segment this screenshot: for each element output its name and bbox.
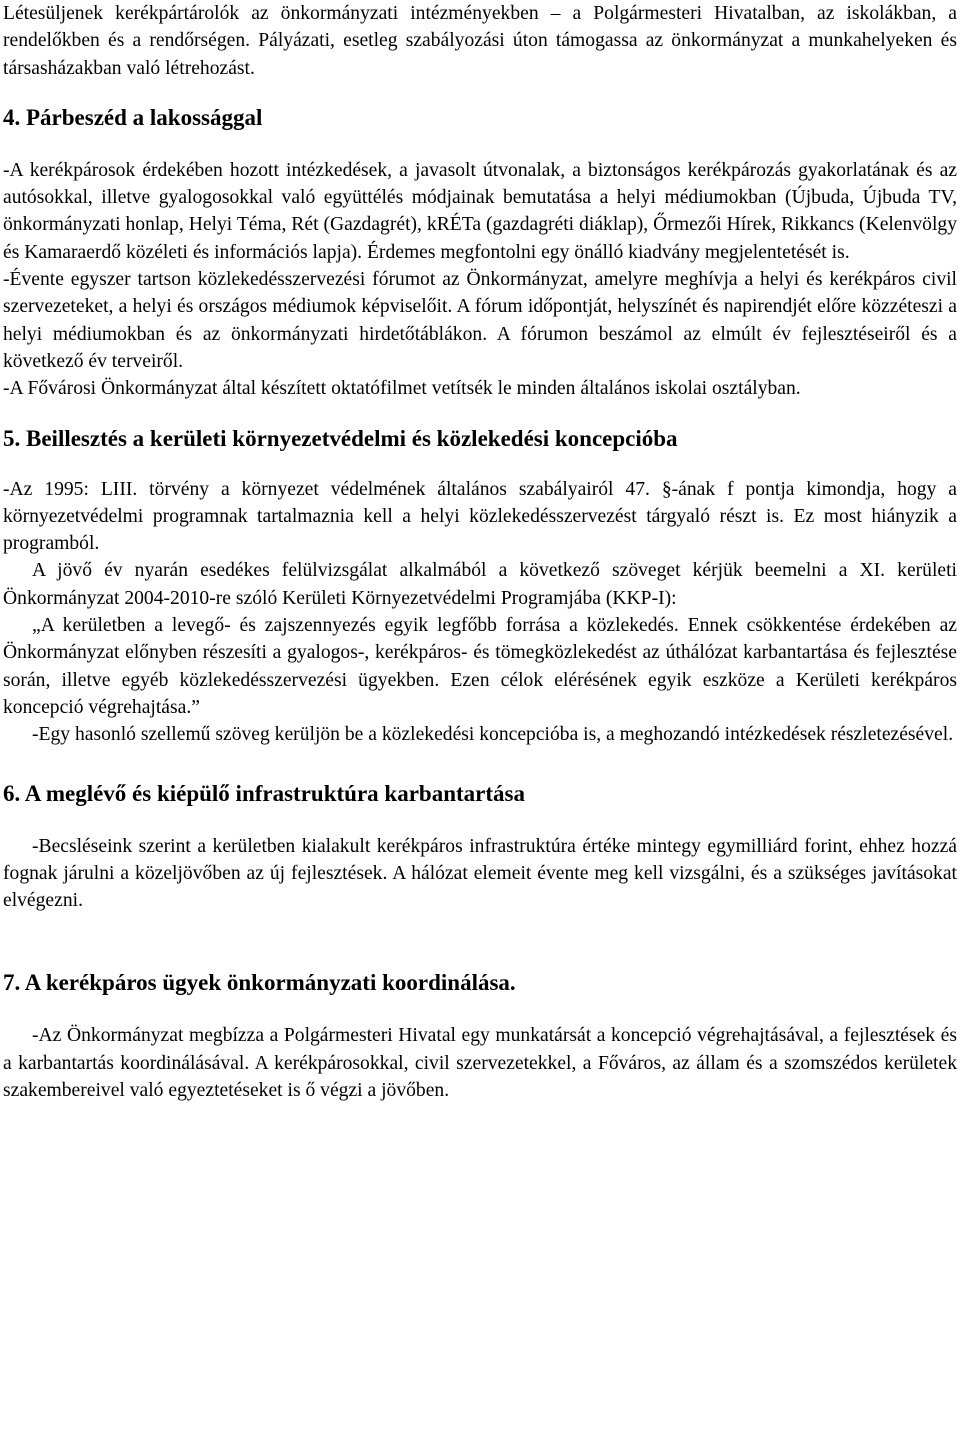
intro-paragraph: Létesüljenek kerékpártárolók az önkormányzati intézményekben – a Polgármesteri Hivatalban, az iskolákban, a rendelőkben és a rendőrségen. Pályázati, esetleg szabályozási úton támogassa az önkormányzat a munkahelyeken és társasházakban való létrehozást.	[3, 3, 957, 79]
section-heading-6: 6. A meglévő és kiépülő infrastruktúra karbantartása	[3, 780, 525, 806]
section-4-paragraph-2: -Évente egyszer tartson közlekedésszervezési fórumot az Önkormányzat, amelyre meghívja a helyi és kerékpáros civil szervezeteket, a helyi és országos médiumok képviselőit. A fórum időpontját, helyszínét és napirendjét előre közzéteszi a helyi médiumokban és az önkormányzati hirdetőtáblákon. A fórumon beszámol az elmúlt év fejlesztéseiről és a következő év terveiről.	[3, 269, 957, 372]
document-page	[3, 0, 957, 1104]
section-5-paragraph-1: -Az 1995: LIII. törvény a környezet védelmének általános szabályairól 47. §-ának f pontja kimondja, hogy a környezetvédelmi programnak tartalmaznia kell a helyi közlekedésszervezést tárgyaló részt is. Ez most hiányzik a programból.	[3, 478, 957, 555]
section-5-quote: „A kerületben a levegő- és zajszennyezés egyik legfőbb forrása a közlekedés. Ennek csökkentése érdekében az Önkormányzat előnyben részesíti a gyalogos-, kerékpáros- és tömegközlekedést az úthálózat karbantartása és fejlesztése során, illetve egyéb közlekedésszervezési ügyekben. Ezen célok elérésének egyik eszköze a Kerületi kerékpáros koncepció végrehajtása.”	[3, 615, 957, 718]
section-4-paragraph-1: -A kerékpárosok érdekében hozott intézkedések, a javasolt útvonalak, a biztonságos kerékpározás gyakorlatának és az autósokkal, illetve gyalogosokkal való együttélés módjainak bemutatása a helyi médiumokban (Újbuda, Újbuda TV, önkormányzati honlap, Helyi Téma, Rét (Gazdagrét), kRÉTa (gazdagréti diáklap), Őrmezői Hírek, Rikkancs (Kelenvölgy és Kamaraerdő közéleti és információs lapja). Érdemes megfontolni egy önálló kiadvány megjelentetését is.	[3, 159, 957, 263]
section-5-paragraph-4: -Egy hasonló szellemű szöveg kerüljön be a közlekedési koncepcióba is, a meghozandó intézkedések részletezésével.	[32, 724, 954, 746]
section-heading-4: 4. Párbeszéd a lakossággal	[3, 104, 263, 130]
section-heading-5: 5. Beillesztés a kerületi környezetvédelmi és közlekedési koncepcióba	[3, 425, 678, 451]
section-5-paragraph-2: A jövő év nyarán esedékes felülvizsgálat alkalmából a következő szöveget kérjük beemelni a XI. kerületi Önkormányzat 2004-2010-re szóló Kerületi Környezetvédelmi Programjába (KKP-I):	[3, 560, 957, 609]
section-heading-7: 7. A kerékpáros ügyek önkormányzati koordinálása.	[3, 970, 516, 996]
section-4-paragraph-3: -A Fővárosi Önkormányzat által készített oktatófilmet vetítsék le minden általános iskolai osztályban.	[3, 378, 801, 400]
section-6-paragraph-1: -Becsléseink szerint a kerületben kialakult kerékpáros infrastruktúra értéke mintegy egymilliárd forint, ehhez hozzá fognak járulni a közeljövőben az új fejlesztések. A hálózat elemeit évente meg kell vizsgálni, és a szükséges javításokat elvégezni.	[3, 835, 957, 912]
section-7-paragraph-1: -Az Önkormányzat megbízza a Polgármesteri Hivatal egy munkatársát a koncepció végrehajtásával, a fejlesztések és a karbantartás koordinálásával. A kerékpárosokkal, civil szervezetekkel, a Főváros, az állam és a szomszédos kerületek szakembereivel való egyeztetéseket is ő végzi a jövőben.	[3, 1025, 957, 1102]
